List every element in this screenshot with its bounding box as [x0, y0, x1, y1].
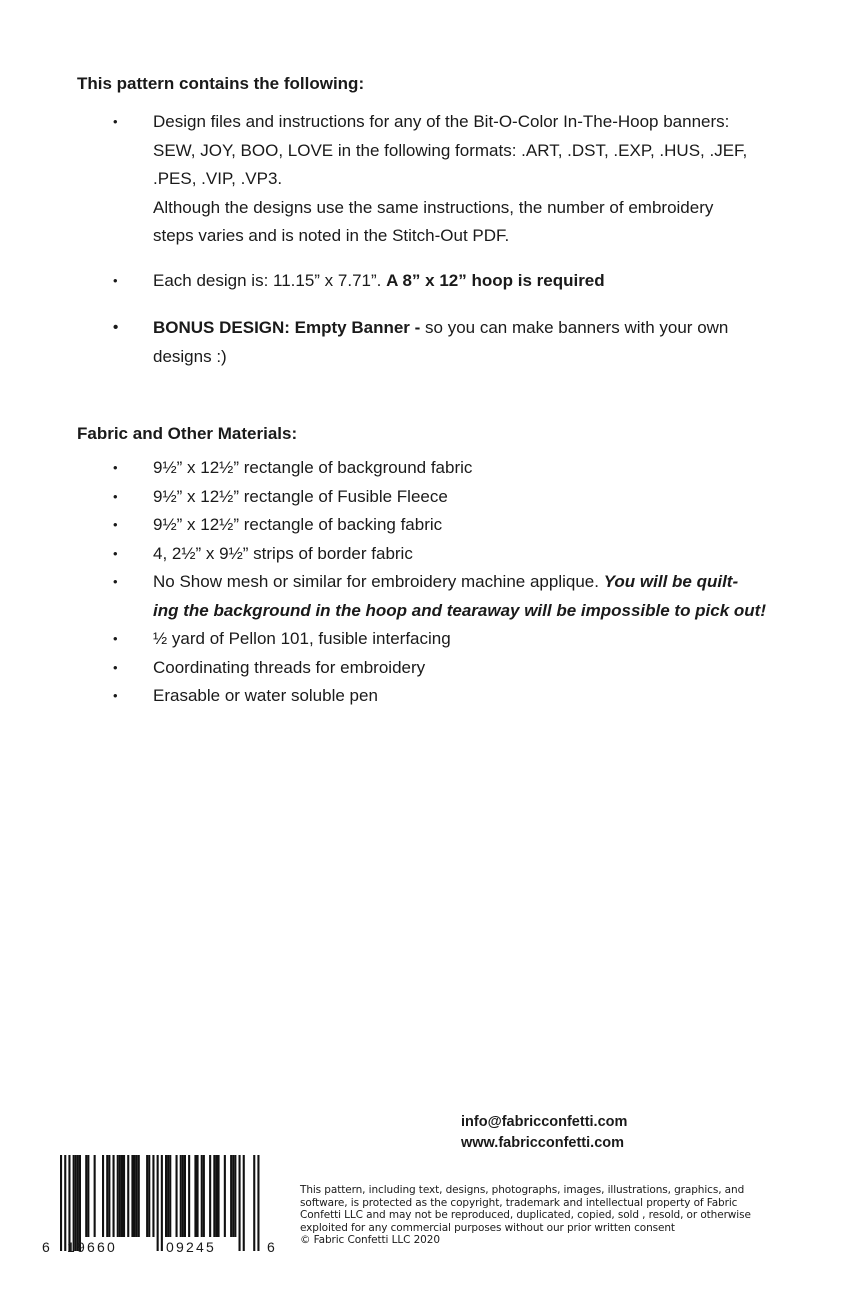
barcode-bar	[218, 1155, 220, 1237]
item-text: Coordinating threads for embroidery	[153, 657, 426, 677]
bullet: •	[113, 545, 118, 561]
barcode-bar	[184, 1155, 186, 1237]
barcode-bar	[180, 1155, 182, 1237]
barcode-bar	[224, 1155, 226, 1237]
barcode-bar	[239, 1155, 241, 1251]
mesh-text: No Show mesh or similar for embroidery machine applique.	[153, 572, 604, 591]
bullet: •	[113, 114, 118, 129]
barcode	[42, 1155, 278, 1255]
contents-list	[0, 108, 793, 251]
legal-line: Confetti LLC and may not be reproduced, duplicated, copied, sold , resold, or otherwise	[300, 1209, 751, 1222]
barcode-bar	[117, 1155, 119, 1237]
barcode-bar	[77, 1155, 79, 1251]
item-text: ½ yard of Pellon 101, fusible interfacing	[153, 629, 451, 648]
barcode-bar	[188, 1155, 190, 1237]
barcode-bar	[230, 1155, 232, 1237]
legal-line: software, is protected as the copyright, trademark and intellectual property of Fabric	[300, 1196, 738, 1209]
barcode-bar	[73, 1155, 75, 1251]
barcode-bar	[79, 1155, 81, 1251]
list-item	[0, 483, 793, 512]
item-text: 9½” x 12½” rectangle of Fusible Fleece	[153, 486, 448, 506]
item-line	[153, 568, 793, 597]
barcode-bar	[167, 1155, 169, 1237]
item-line: Although the designs use the same instructions, the number of embroidery	[153, 197, 714, 217]
barcode-lead-digit: 6	[42, 1239, 52, 1255]
barcode-bar	[234, 1155, 236, 1237]
barcode-bar	[94, 1155, 96, 1237]
barcode-bar	[146, 1155, 148, 1237]
contents-heading: This pattern contains the following:	[77, 74, 365, 93]
item-line: designs :)	[153, 346, 227, 366]
barcode-bar	[127, 1155, 129, 1237]
barcode-bar	[209, 1155, 211, 1237]
barcode-bar	[197, 1155, 199, 1237]
website-link[interactable]: www.fabricconfetti.com	[461, 1135, 625, 1151]
bullet: •	[113, 517, 118, 532]
materials-heading: Fabric and Other Materials:	[77, 424, 298, 443]
barcode-bar	[203, 1155, 205, 1237]
item-text: 4, 2½” x 9½” strips of border fabric	[153, 543, 413, 563]
bullet: •	[113, 659, 118, 675]
contents-list-2	[0, 267, 793, 296]
bonus-text: so you can make banners with your own	[425, 318, 729, 337]
item-line: .PES, .VIP, .VP3.	[153, 169, 283, 188]
barcode-bar	[253, 1155, 255, 1251]
hoop-requirement: A 8” x 12” hoop is required	[386, 271, 605, 290]
barcode-bar	[243, 1155, 245, 1251]
barcode-bar	[157, 1155, 159, 1251]
email-link[interactable]: info@fabricconfetti.com	[461, 1114, 628, 1130]
item-line: SEW, JOY, BOO, LOVE in the following formats: .ART, .DST, .EXP, .HUS, .JEF,	[153, 140, 748, 160]
barcode-bar	[169, 1155, 171, 1237]
bullet: •	[113, 688, 118, 703]
bonus-label: BONUS DESIGN: Empty Banner -	[153, 318, 426, 337]
barcode-bar	[123, 1155, 125, 1237]
barcode-bar	[119, 1155, 121, 1237]
list-item	[0, 267, 793, 296]
barcode-bar	[165, 1155, 167, 1237]
item-line	[153, 267, 793, 296]
bullet: •	[113, 631, 118, 646]
barcode-bar	[213, 1155, 215, 1237]
list-item	[0, 540, 793, 569]
list-item	[0, 511, 793, 540]
bullet: •	[113, 319, 119, 336]
barcode-bar	[134, 1155, 136, 1237]
barcode-bar	[75, 1155, 77, 1251]
barcode-bar	[232, 1155, 234, 1237]
barcode-right-group: 09245	[166, 1239, 216, 1255]
barcode-bar	[215, 1155, 217, 1237]
item-text: Erasable or water soluble pen	[153, 686, 378, 705]
barcode-left-group: 19660	[67, 1239, 117, 1255]
list-item	[0, 682, 793, 711]
barcode-bar	[131, 1155, 133, 1237]
barcode-bar	[108, 1155, 110, 1237]
barcode-bar	[102, 1155, 104, 1237]
legal-line: © Fabric Confetti LLC 2020	[300, 1234, 440, 1247]
barcode-bar	[85, 1155, 87, 1237]
barcode-bar	[201, 1155, 203, 1237]
contents-list-3	[0, 314, 793, 371]
barcode-bar	[136, 1155, 138, 1237]
design-size: Each design is: 11.15” x 7.71”.	[153, 271, 387, 290]
barcode-bar	[148, 1155, 150, 1237]
bullet: •	[113, 488, 118, 504]
materials-list	[0, 454, 793, 711]
item-line: Design files and instructions for any of the Bit-O-Color In-The-Hoop banners:	[153, 112, 730, 131]
bullet: •	[113, 460, 118, 475]
barcode-bar	[138, 1155, 140, 1237]
item-text: 9½” x 12½” rectangle of backing fabric	[153, 515, 443, 534]
item-line	[153, 314, 793, 343]
item-line: steps varies and is noted in the Stitch-Out PDF.	[153, 226, 510, 245]
item-text: 9½” x 12½” rectangle of background fabric	[153, 458, 473, 477]
bullet: •	[113, 273, 118, 288]
barcode-bar	[194, 1155, 196, 1237]
barcode-bar	[257, 1155, 259, 1251]
legal-line: exploited for any commercial purposes without our prior written consent	[300, 1221, 675, 1234]
barcode-bar	[152, 1155, 154, 1237]
mesh-warning: You will be quilt-	[603, 572, 739, 591]
list-item	[0, 568, 793, 625]
list-item	[0, 625, 793, 654]
barcode-bar	[87, 1155, 89, 1237]
list-item	[0, 454, 793, 483]
list-item	[0, 314, 793, 371]
barcode-bar	[121, 1155, 123, 1237]
barcode-check-digit: 6	[267, 1239, 277, 1255]
contact-block	[461, 1112, 627, 1154]
barcode-bar	[64, 1155, 66, 1251]
barcode-bar	[106, 1155, 108, 1237]
barcode-bar	[113, 1155, 115, 1237]
list-item	[0, 654, 793, 683]
barcode-bar	[182, 1155, 184, 1237]
barcode-bar	[68, 1155, 70, 1251]
barcode-bar	[176, 1155, 178, 1237]
bullet: •	[113, 574, 118, 589]
copyright-notice	[300, 1184, 800, 1247]
barcode-bar	[161, 1155, 163, 1251]
list-item	[0, 108, 793, 251]
legal-line: This pattern, including text, designs, photographs, images, illustrations, graphics, and	[300, 1184, 745, 1196]
mesh-warning-continued: ing the background in the hoop and tearaway will be impossible to pick out!	[153, 600, 767, 620]
barcode-bar	[60, 1155, 62, 1251]
